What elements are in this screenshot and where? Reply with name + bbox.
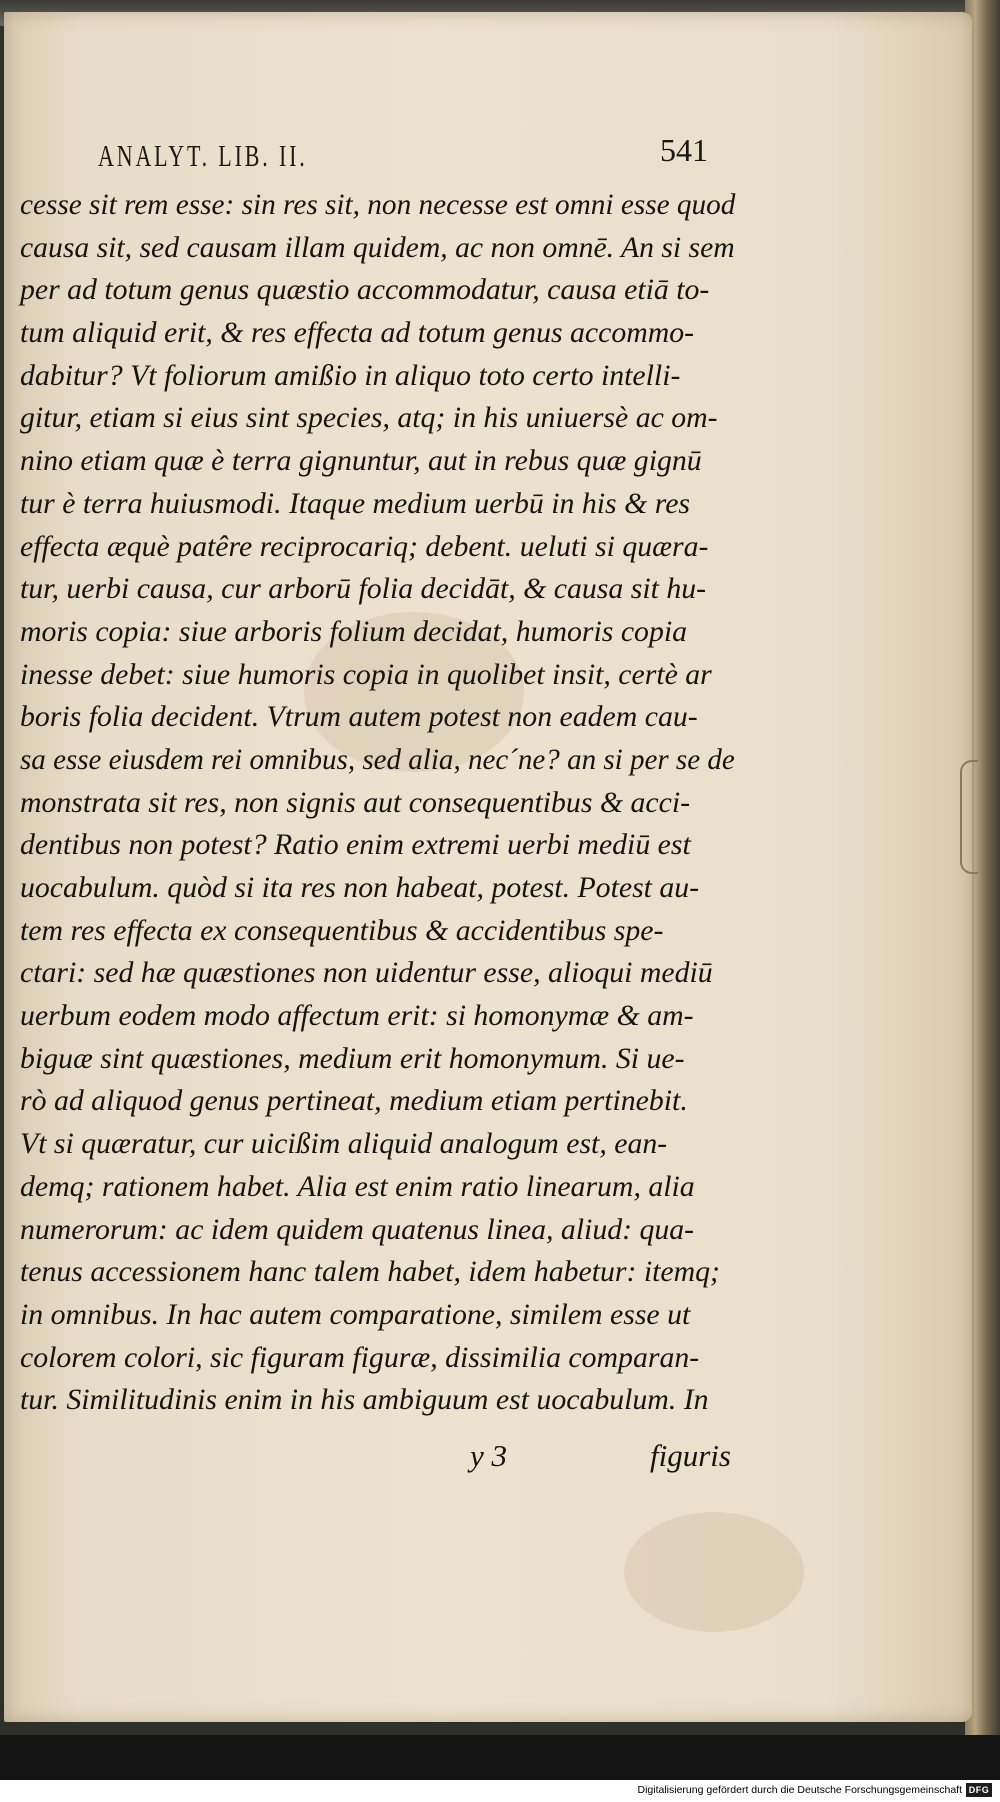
clasp-mark	[960, 760, 978, 874]
text-line: tur è terra huiusmodi. Itaque medium uerbū in his & res	[20, 486, 691, 520]
text-line: tur. Similitudinis enim in his ambiguum est uocabulum. In	[20, 1383, 709, 1417]
text-line: monstrata sit res, non signis aut consequentibus & acci-	[20, 785, 691, 819]
text-line: sa esse eiusdem rei omnibus, sed alia, nec´ne? an si per se de	[20, 742, 735, 776]
text-line: numerorum: ac idem quidem quatenus linea, aliud: qua-	[20, 1212, 695, 1246]
catchword: figuris	[650, 1438, 731, 1473]
scan-bottom-bar	[0, 1735, 1000, 1780]
text-line: tenus accessionem hanc talem habet, idem habetur: itemq;	[20, 1255, 720, 1289]
text-line: Vt si quæratur, cur uicißim aliquid analogum est, ean-	[20, 1127, 668, 1161]
text-line: demq; rationem habet. Alia est enim ratio linearum, alia	[20, 1169, 695, 1203]
text-line: tum aliquid erit, & res effecta ad totum genus accommo-	[20, 316, 695, 350]
text-line: uerbum eodem modo affectum erit: si homonymæ & am-	[20, 999, 694, 1033]
text-line: uocabulum. quòd si ita res non habeat, potest. Potest au-	[20, 871, 700, 904]
signature-mark: y 3	[470, 1438, 508, 1473]
dfg-logo: DFG	[966, 1783, 992, 1797]
text-line: nino etiam quæ è terra gignuntur, aut in rebus quæ gignū	[20, 444, 702, 478]
page-number: 541	[660, 132, 708, 168]
text-line: inesse debet: siue humoris copia in quolibet insit, certè ar	[20, 657, 712, 691]
text-line: colorem colori, sic figuram figuræ, dissimilia comparan-	[20, 1340, 700, 1374]
text-line: cesse sit rem esse: sin res sit, non necesse est omni esse quod	[20, 188, 736, 221]
text-line: gitur, etiam si eius sint species, atq; in his uniuersè ac om-	[20, 401, 718, 435]
text-line: rò ad aliquod genus pertineat, medium etiam pertinebit.	[20, 1084, 688, 1118]
text-line: dentibus non potest? Ratio enim extremi uerbi mediū est	[20, 828, 691, 862]
paper-stain	[624, 1512, 804, 1632]
text-line: dabitur? Vt foliorum amißio in aliquo toto certo intelli-	[20, 358, 681, 392]
text-line: boris folia decident. Vtrum autem potest non eadem cau-	[20, 700, 698, 734]
text-line: biguæ sint quæstiones, medium erit homonymum. Si ue-	[20, 1041, 685, 1075]
text-line: tur, uerbi causa, cur arborū folia decidāt, & causa sit hu-	[20, 572, 707, 606]
text-line: per ad totum genus quæstio accommodatur, causa etiā to-	[20, 273, 710, 307]
text-line: effecta æquè patêre reciprocariq; debent. ueluti si quæra-	[20, 529, 709, 563]
body-text	[20, 184, 740, 1422]
text-line: moris copia: siue arboris folium decidat, humoris copia	[20, 614, 688, 648]
running-head: ANALYT. LIB. II.	[98, 138, 308, 173]
text-line: in omnibus. In hac autem comparatione, similem esse ut	[20, 1297, 691, 1331]
catchwords	[470, 1438, 760, 1478]
text-line: ctari: sed hæ quæstiones non uidentur esse, alioqui mediū	[20, 956, 713, 990]
footer	[0, 1780, 1000, 1802]
text-line: causa sit, sed causam illam quidem, ac non omnē. An si sem	[20, 230, 735, 264]
footer-credit: Digitalisierung gefördert durch die Deutsche Forschungsgemeinschaft	[637, 1784, 962, 1796]
text-line: tem res effecta ex consequentibus & accidentibus spe-	[20, 913, 664, 947]
